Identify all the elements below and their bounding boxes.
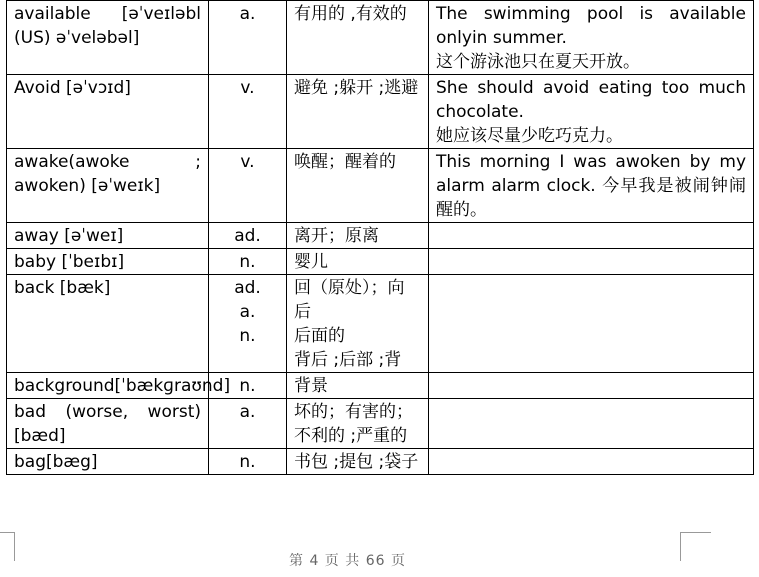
meaning-text: 离开；原离	[294, 226, 379, 246]
word-cell: back [bæk]	[7, 275, 209, 373]
meaning-cell	[287, 75, 429, 149]
part-of-speech-cell	[209, 75, 287, 149]
part-of-speech: n.	[239, 326, 256, 346]
meaning-cell	[287, 275, 429, 373]
page-number: 第 4 页 共 66 页	[289, 553, 406, 569]
part-of-speech-cell	[209, 249, 287, 275]
part-of-speech: v.	[240, 152, 255, 172]
table-row	[7, 75, 754, 149]
meaning-cell	[287, 399, 429, 449]
example-sentence: 她应该尽量少吃巧克力。	[436, 126, 623, 146]
meaning-text: 有用的 ,有效的	[294, 4, 407, 24]
vocabulary-table	[6, 0, 754, 475]
example-sentence: She should avoid eating too much chocolate.	[436, 78, 746, 122]
meaning-text: 唤醒；醒着的	[294, 152, 396, 172]
part-of-speech: a.	[239, 4, 256, 24]
example-cell	[429, 1, 754, 75]
table-row	[7, 1, 754, 75]
part-of-speech: n.	[239, 376, 256, 396]
part-of-speech-cell	[209, 223, 287, 249]
table-row	[7, 249, 754, 275]
example-sentence: The swimming pool is available onlyin summer.	[436, 4, 746, 48]
example-cell	[429, 75, 754, 149]
word-cell: available [əˈveɪləbl (US) əˈveləbəl]	[7, 1, 209, 75]
table-row	[7, 399, 754, 449]
table-row	[7, 149, 754, 223]
part-of-speech-cell	[209, 399, 287, 449]
word-cell: bad (worse, worst) [bæd]	[7, 399, 209, 449]
example-cell	[429, 149, 754, 223]
part-of-speech-cell	[209, 149, 287, 223]
table-row	[7, 223, 754, 249]
part-of-speech: n.	[239, 252, 256, 272]
meaning-text: 书包 ;提包 ;袋子	[294, 452, 419, 472]
word-cell: background[ˈbækɡraʊnd]	[7, 373, 209, 399]
part-of-speech: ad.	[234, 226, 261, 246]
meaning-text: 背景	[294, 376, 328, 396]
part-of-speech-cell	[209, 275, 287, 373]
meaning-text: 回（原处）；向后	[294, 278, 405, 322]
example-cell	[429, 249, 754, 275]
part-of-speech-cell	[209, 1, 287, 75]
meaning-cell	[287, 149, 429, 223]
word-cell: bag[bæg]	[7, 449, 209, 475]
table-row	[7, 449, 754, 475]
part-of-speech: a.	[239, 302, 256, 322]
example-cell	[429, 373, 754, 399]
part-of-speech: ad.	[234, 278, 261, 298]
word-cell: Avoid [əˈvɔɪd]	[7, 75, 209, 149]
part-of-speech: a.	[239, 402, 256, 422]
meaning-cell	[287, 249, 429, 275]
word-cell: baby [ˈbeɪbɪ]	[7, 249, 209, 275]
meaning-cell	[287, 223, 429, 249]
example-cell	[429, 275, 754, 373]
word-cell: awake(awoke ; awoken) [əˈweɪk]	[7, 149, 209, 223]
part-of-speech-cell	[209, 449, 287, 475]
vocabulary-table-body	[7, 1, 754, 475]
meaning-text: 避免 ;躲开 ;逃避	[294, 78, 419, 98]
meaning-text: 婴儿	[294, 252, 328, 272]
meaning-text: 后面的	[294, 326, 345, 346]
part-of-speech: v.	[240, 78, 255, 98]
word-cell: away [əˈweɪ]	[7, 223, 209, 249]
part-of-speech: n.	[239, 452, 256, 472]
table-row	[7, 275, 754, 373]
table-row	[7, 373, 754, 399]
example-cell	[429, 449, 754, 475]
example-cell	[429, 223, 754, 249]
meaning-cell	[287, 373, 429, 399]
meaning-cell	[287, 1, 429, 75]
example-sentence: 这个游泳池只在夏天开放。	[436, 52, 640, 72]
meaning-text: 坏的；有害的；不利的 ;严重的	[294, 402, 413, 446]
meaning-cell	[287, 449, 429, 475]
example-sentence: This morning I was awoken by my alarm alarm clock. 今早我是被闹钟闹醒的。	[436, 152, 746, 220]
meaning-text: 背后 ;后部 ;背	[294, 350, 402, 370]
example-cell	[429, 399, 754, 449]
